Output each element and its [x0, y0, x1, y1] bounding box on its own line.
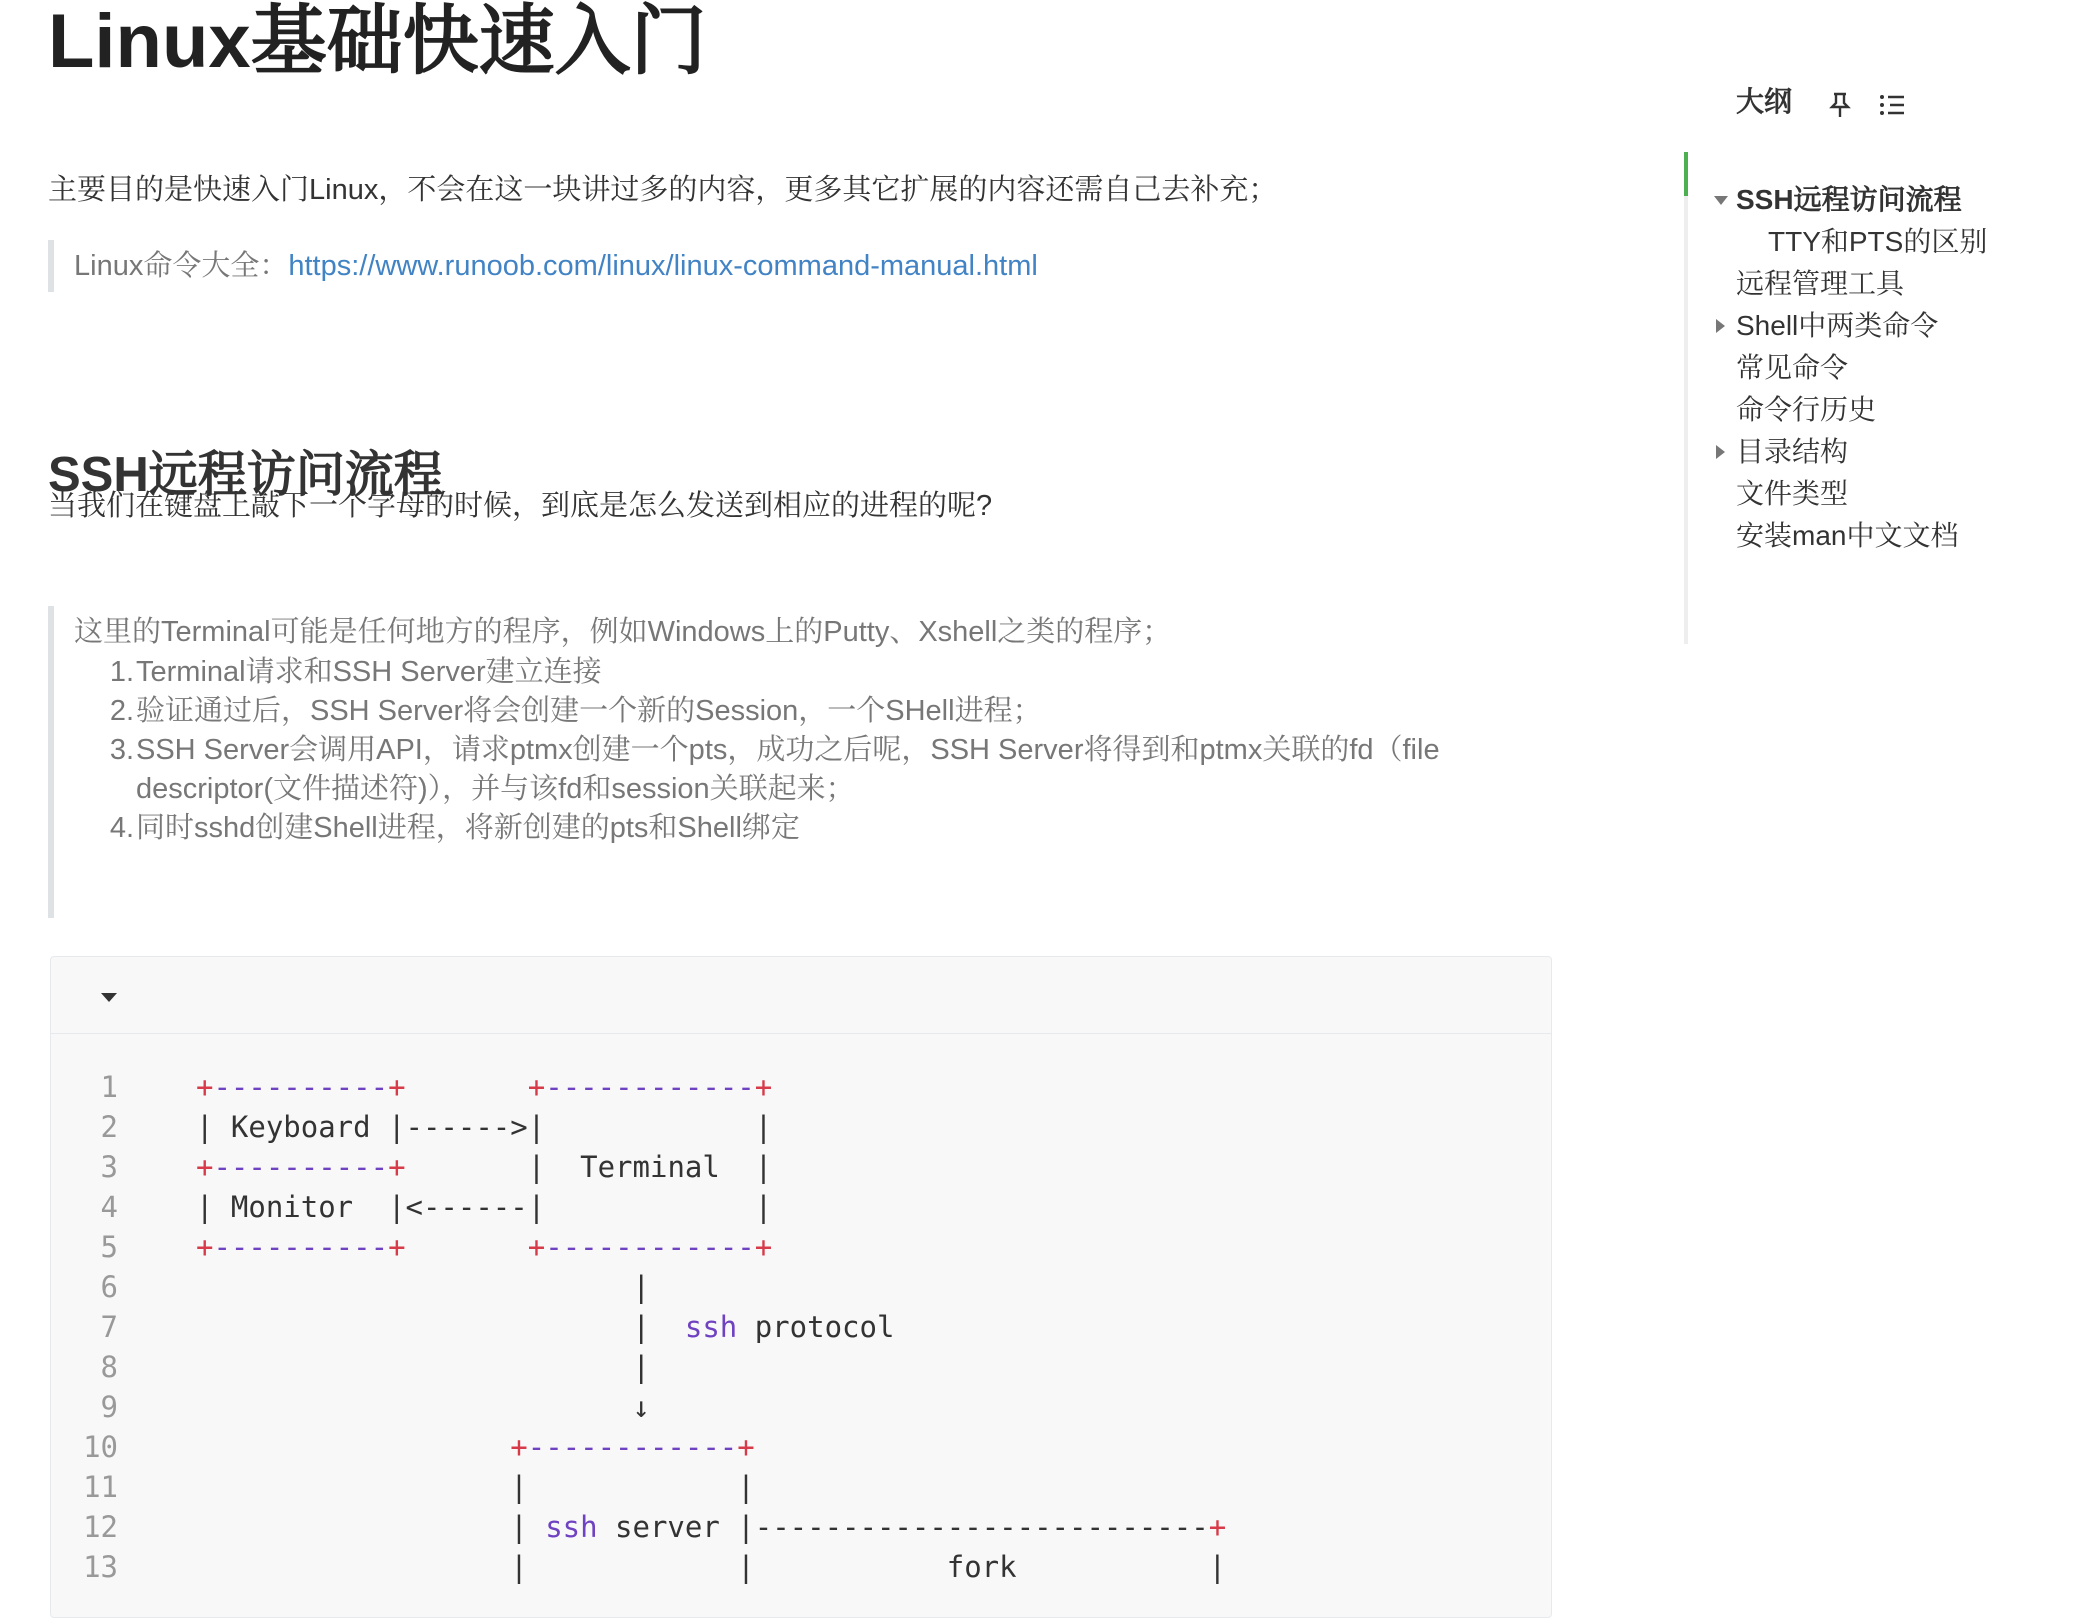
code-token: + — [527, 1070, 546, 1104]
code-token: | — [196, 1270, 650, 1304]
outline-item-label: SSH远程访问流程 — [1736, 184, 1962, 215]
outline-title: 大纲 — [1736, 86, 1793, 117]
outline-item[interactable] — [1736, 264, 1904, 304]
code-token: + — [737, 1430, 755, 1464]
line-number: 12 — [83, 1510, 118, 1544]
outline-item[interactable] — [1736, 180, 1962, 220]
step-number: 2. — [109, 695, 134, 727]
code-line — [51, 1187, 1551, 1227]
code-text — [196, 1467, 755, 1507]
command-reference-quote — [48, 240, 1038, 292]
code-token: | Monitor |<------| | — [196, 1190, 773, 1224]
step-number: 1. — [109, 656, 134, 688]
code-token: + — [754, 1070, 773, 1104]
code-token: | Keyboard |------>| | — [196, 1110, 773, 1144]
code-token: + — [1208, 1510, 1227, 1544]
code-token: ↓ — [196, 1390, 650, 1424]
code-token: | | — [196, 1470, 755, 1504]
outline-item-label: 常见命令 — [1736, 352, 1849, 383]
outline-header — [1736, 82, 1922, 122]
code-line — [51, 1507, 1551, 1547]
list-icon[interactable] — [1878, 90, 1906, 118]
code-token: + — [388, 1070, 406, 1104]
code-token: + — [196, 1230, 214, 1264]
step-text: 验证通过后，SSH Server将会创建一个新的Session，一个SHell进程； — [136, 695, 1042, 727]
step-text: descriptor(文件描述符)），并与该fd和session关联起来； — [136, 773, 855, 805]
step-number: 4. — [109, 812, 134, 844]
document-title: Linux基础快速入门 — [48, 0, 707, 84]
outline-item-label: 命令行历史 — [1736, 394, 1877, 425]
step-text: Terminal请求和SSH Server建立连接 — [136, 656, 602, 688]
command-reference-label: Linux命令大全： — [74, 250, 289, 282]
line-number: 11 — [83, 1470, 118, 1504]
code-text — [196, 1347, 650, 1387]
line-number: 13 — [83, 1550, 118, 1584]
code-token: | — [196, 1510, 546, 1544]
code-block[interactable] — [50, 956, 1552, 1618]
outline-item-label: 远程管理工具 — [1736, 268, 1905, 299]
code-token: ------------ — [545, 1070, 755, 1104]
collapse-arrow-icon[interactable] — [1716, 445, 1725, 459]
code-token: server |-------------------------- — [597, 1510, 1209, 1544]
intro-paragraph: 主要目的是快速入门Linux，不会在这一块讲过多的内容，更多其它扩展的内容还需自己去补充； — [48, 174, 1278, 206]
code-line — [51, 1267, 1551, 1307]
code-text — [196, 1507, 1226, 1547]
code-token: ssh — [545, 1510, 598, 1544]
collapse-arrow-icon[interactable] — [1716, 319, 1725, 333]
code-block-header — [51, 957, 1551, 1034]
code-text — [196, 1547, 1226, 1587]
ssh-process-note — [48, 606, 1554, 918]
section-heading-ssh: SSH远程访问流程 — [48, 447, 443, 502]
line-number: 2 — [100, 1110, 118, 1144]
outline-active-indicator — [1684, 152, 1688, 196]
code-line — [51, 1227, 1551, 1267]
code-line — [51, 1427, 1551, 1467]
code-text — [196, 1307, 894, 1347]
code-token: ssh — [684, 1310, 738, 1344]
outline-item[interactable] — [1736, 432, 1848, 472]
language-dropdown-icon[interactable] — [101, 993, 117, 1002]
line-number: 4 — [100, 1190, 118, 1224]
line-number: 9 — [100, 1390, 118, 1424]
outline-item[interactable] — [1736, 348, 1848, 388]
line-number: 3 — [100, 1150, 118, 1184]
outline-item-label: 目录结构 — [1736, 436, 1849, 467]
outline-item[interactable] — [1736, 306, 1938, 346]
outline-item[interactable] — [1736, 390, 1876, 430]
code-token: ------------ — [527, 1430, 738, 1464]
code-line — [51, 1467, 1551, 1507]
code-token: + — [754, 1230, 773, 1264]
step-text: SSH Server会调用API，请求ptmx创建一个pts，成功之后呢，SSH Server将得到和ptmx关联的fd（file — [136, 734, 1440, 766]
code-token: + — [527, 1230, 546, 1264]
code-text — [196, 1267, 650, 1307]
section-question: 当我们在键盘上敲下一个字母的时候，到底是怎么发送到相应的进程的呢? — [48, 490, 993, 522]
code-text — [196, 1107, 772, 1147]
code-token: ---------- — [213, 1150, 389, 1184]
code-token: ------------ — [545, 1230, 755, 1264]
code-text — [196, 1387, 650, 1427]
code-line — [51, 1107, 1551, 1147]
code-token — [406, 1230, 528, 1264]
code-line — [51, 1347, 1551, 1387]
code-token: | | fork | — [196, 1550, 1227, 1584]
outline-item-label: 安装man中文文档 — [1736, 520, 1959, 551]
code-token: + — [196, 1150, 214, 1184]
outline-item[interactable] — [1736, 474, 1848, 514]
code-body[interactable] — [51, 1067, 1551, 1587]
code-line — [51, 1387, 1551, 1427]
code-text — [196, 1147, 772, 1187]
outline-rail — [1684, 152, 1688, 644]
expand-arrow-icon[interactable] — [1714, 196, 1728, 205]
code-token: ---------- — [213, 1230, 389, 1264]
code-text — [196, 1227, 772, 1267]
code-text — [196, 1187, 772, 1227]
code-token: | — [196, 1350, 650, 1384]
code-token: + — [388, 1230, 406, 1264]
line-number: 1 — [100, 1070, 118, 1104]
code-token: protocol — [737, 1310, 895, 1344]
note-head: 这里的Terminal可能是任何地方的程序，例如Windows上的Putty、Xshell之类的程序； — [74, 616, 1172, 648]
code-token: ---------- — [213, 1070, 389, 1104]
code-token: + — [510, 1430, 528, 1464]
line-number: 6 — [100, 1270, 118, 1304]
code-line — [51, 1547, 1551, 1587]
code-token: | — [196, 1310, 685, 1344]
code-token — [406, 1070, 528, 1104]
code-text — [196, 1427, 755, 1467]
code-line — [51, 1067, 1551, 1107]
code-token: + — [388, 1150, 406, 1184]
line-number: 8 — [100, 1350, 118, 1384]
step-number: 3. — [109, 734, 134, 766]
outline-item[interactable] — [1736, 516, 1958, 556]
code-text — [196, 1067, 772, 1107]
code-token: | Terminal | — [405, 1150, 773, 1184]
outline-item-label: 文件类型 — [1736, 478, 1849, 509]
code-line — [51, 1307, 1551, 1347]
line-number: 7 — [100, 1310, 118, 1344]
line-number: 10 — [83, 1430, 118, 1464]
code-line — [51, 1147, 1551, 1187]
pin-icon[interactable] — [1826, 90, 1854, 118]
outline-item[interactable] — [1768, 222, 1987, 262]
line-number: 5 — [100, 1230, 118, 1264]
step-text: 同时sshd创建Shell进程，将新创建的pts和Shell绑定 — [136, 812, 800, 844]
code-token — [196, 1430, 510, 1464]
code-token: + — [196, 1070, 214, 1104]
outline-item-label: Shell中两类命令 — [1736, 310, 1939, 341]
command-reference-link[interactable]: https://www.runoob.com/linux/linux-command-manual.html — [288, 250, 1038, 282]
outline-item-label: TTY和PTS的区别 — [1768, 226, 1988, 257]
